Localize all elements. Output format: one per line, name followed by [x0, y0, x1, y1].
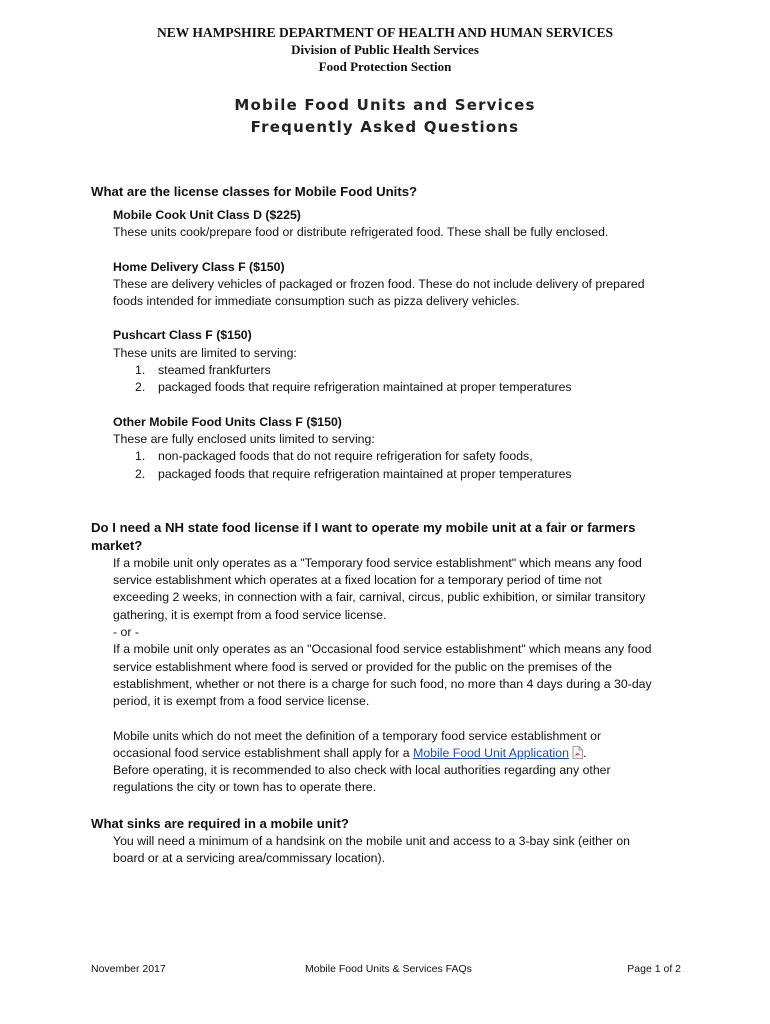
footer-page-number: Page 1 of 2 [627, 963, 681, 975]
class-title: Pushcart Class F ($150) [113, 328, 252, 343]
answer-body [91, 833, 691, 868]
list-item [113, 379, 691, 396]
answer-body [91, 555, 691, 797]
footer-doc-name: Mobile Food Units & Services FAQs [305, 963, 472, 975]
answer-line: Before operating, it is recommended to also check with local authorities regarding any other [113, 763, 611, 778]
answer-line: If a mobile unit only operates as a "Temporary food service establishment" which means any food [113, 555, 642, 570]
department-name: NEW HAMPSHIRE DEPARTMENT OF HEALTH AND HUMAN SERVICES [157, 25, 613, 40]
faq-license-classes [91, 183, 691, 483]
list-number: 1. [135, 449, 146, 464]
class-pushcart [91, 327, 691, 396]
answer-line: board or at a servicing area/commissary location). [113, 851, 386, 866]
title-line-1: Mobile Food Units and Services [234, 96, 536, 114]
question-heading-line: market? [91, 537, 143, 553]
section-name: Food Protection Section [318, 59, 452, 74]
question-heading-line: Do I need a NH state food license if I want to operate my mobile unit at a fair or farmers [91, 519, 636, 535]
application-paragraph [113, 728, 691, 797]
answer-line: You will need a minimum of a handsink on the mobile unit and access to a 3-bay sink (either on [113, 833, 630, 848]
faq-content [91, 183, 691, 867]
list-number: 2. [135, 466, 146, 481]
list-text: packaged foods that require refrigeration maintained at proper temperatures [158, 466, 572, 481]
class-title: Mobile Cook Unit Class D ($225) [113, 208, 301, 222]
numbered-list [113, 448, 691, 483]
faq-sinks [91, 815, 691, 868]
answer-line: service establishment where food is served or provided for the public on the premises of the [113, 659, 612, 674]
class-home-delivery [91, 259, 691, 311]
class-title: Other Mobile Food Units Class F ($150) [113, 414, 342, 429]
answer-line: establishment, whether or not there is a charge for such food, no more than 4 days during a 30-day [113, 676, 652, 691]
or-separator: - or - [113, 625, 139, 640]
answer-line: If a mobile unit only operates as an "Occasional food service establishment" which means any food [113, 642, 652, 657]
answer-line-with-link [113, 745, 691, 762]
footer-date: November 2017 [91, 963, 166, 975]
document-title [0, 94, 770, 138]
list-item [113, 362, 691, 379]
question-heading: What are the license classes for Mobile Food Units? [91, 184, 418, 199]
numbered-list [113, 362, 691, 397]
list-number: 1. [135, 363, 146, 378]
answer-line: gathering, it is exempt from a food service license. [113, 607, 387, 622]
answer-line: regulations the city or town has to operate there. [113, 780, 377, 795]
class-intro: These are fully enclosed units limited to serving: [113, 431, 375, 446]
list-number: 2. [135, 380, 146, 395]
class-intro: These units are limited to serving: [113, 345, 297, 360]
class-description-line: These are delivery vehicles of packaged or frozen food. These do not include delivery of prepared [113, 276, 645, 291]
class-other-mobile [91, 414, 691, 483]
question-heading: What sinks are required in a mobile unit? [91, 815, 349, 831]
list-item [113, 466, 691, 483]
list-text: steamed frankfurters [158, 363, 271, 378]
answer-line: service establishment which operates at a fixed location for a temporary period of time not [113, 573, 602, 588]
faq-fair-market-license [91, 519, 691, 797]
agency-header [0, 24, 770, 75]
class-description-line: foods intended for immediate consumption such as pizza delivery vehicles. [113, 294, 520, 309]
answer-line: period, it is exempt from a food service license. [113, 694, 370, 709]
answer-line: Mobile units which do not meet the definition of a temporary food service establishment or [113, 728, 602, 743]
list-text: packaged foods that require refrigeration maintained at proper temperatures [158, 380, 572, 395]
list-item [113, 448, 691, 465]
class-description: These units cook/prepare food or distribute refrigerated food. These shall be fully enclosed. [113, 225, 609, 240]
answer-line: exceeding 2 weeks, in connection with a fair, carnival, circus, public exhibition, or similar transitory [113, 590, 646, 605]
class-mobile-cook [91, 207, 691, 242]
division-name: Division of Public Health Services [291, 42, 479, 57]
class-title: Home Delivery Class F ($150) [113, 259, 285, 274]
mobile-food-unit-application-link[interactable]: Mobile Food Unit Application [413, 745, 569, 760]
pdf-file-icon[interactable] [572, 746, 583, 759]
list-text: non-packaged foods that do not require refrigeration for safety foods, [158, 449, 533, 464]
link-prefix: occasional food service establishment shall apply for a [113, 745, 414, 760]
link-suffix: . [582, 745, 587, 760]
title-line-2: Frequently Asked Questions [250, 118, 520, 136]
